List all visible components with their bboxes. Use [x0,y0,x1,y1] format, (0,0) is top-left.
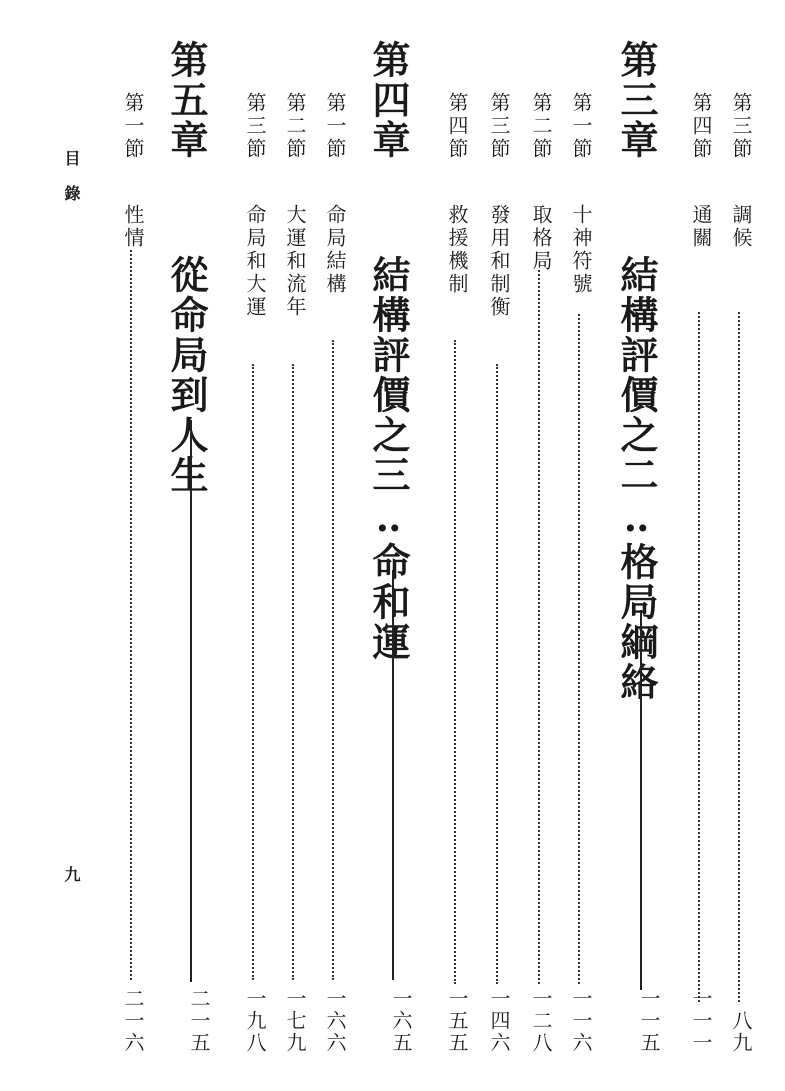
chapter-number: 第三章 [614,40,659,160]
section-number: 第三節 [729,92,753,161]
leader-dots [130,250,132,980]
chapter-title: 結構評價之二‥格局綱絡 [614,255,659,702]
leader-dots [698,312,700,1002]
leader-dots [738,312,740,1002]
chapter-rule [640,610,642,990]
toc-entry[interactable] [682,40,716,1070]
section-title: 通關 [689,204,713,250]
section-title: 發用和制衡 [487,204,511,319]
toc-chapter[interactable] [614,40,664,1070]
page-number: 一二八 [529,988,553,1054]
leader-dots [292,364,294,980]
section-number: 第三節 [243,92,267,161]
leader-dots [332,340,334,980]
toc-entry[interactable] [722,40,756,1070]
section-number: 第三節 [487,92,511,161]
running-head: 目 錄 [62,150,81,201]
section-number: 第一節 [569,92,593,161]
toc-chapter[interactable] [366,40,416,1070]
chapter-number: 第五章 [164,40,209,160]
section-number: 第四節 [689,92,713,161]
section-title: 命局和大運 [243,204,267,319]
page-number: 二一五 [187,988,211,1054]
chapter-title: 結構評價之三‥命和運 [366,255,411,662]
leader-dots [454,340,456,984]
leader-dots [496,364,498,984]
leader-dots [252,364,254,980]
section-title: 調候 [729,204,753,250]
chapter-rule [392,570,394,980]
toc-entry[interactable] [236,40,270,1070]
folio: 九 [62,866,81,882]
section-title: 性情 [121,204,145,250]
chapter-title: 從命局到人生 [164,255,209,495]
page-number: 一一一 [689,988,713,1054]
page-number: 一五五 [445,988,469,1054]
toc-entry[interactable] [438,40,472,1070]
section-title: 救援機制 [445,204,469,296]
section-title: 十神符號 [569,204,593,296]
page-number: 一六六 [323,988,347,1054]
toc-entry[interactable] [316,40,350,1070]
section-number: 第二節 [529,92,553,161]
section-number: 第一節 [121,92,145,161]
page-number: 一九八 [243,988,267,1054]
toc-entry[interactable] [480,40,514,1070]
page-number: 八九 [729,1010,753,1054]
section-title: 命局結構 [323,204,347,296]
page-number: 一六五 [389,988,413,1054]
leader-dots [538,270,540,984]
section-title: 大運和流年 [283,204,307,319]
page-number: 一一五 [637,988,661,1054]
toc-entry[interactable] [114,40,148,1070]
section-title: 取格局 [529,204,553,273]
toc-entry[interactable] [276,40,310,1070]
section-number: 第二節 [283,92,307,161]
chapter-number: 第四章 [366,40,411,160]
toc-chapter[interactable] [164,40,214,1070]
page-number: 一一六 [569,988,593,1054]
section-number: 第一節 [323,92,347,161]
page-number: 一七九 [283,988,307,1054]
section-number: 第四節 [445,92,469,161]
chapter-rule [190,420,192,982]
toc-entry[interactable] [562,40,596,1070]
page-number: 一四六 [487,988,511,1054]
toc-entry[interactable] [522,40,556,1070]
leader-dots [578,314,580,984]
page-number: 二一六 [121,988,145,1054]
